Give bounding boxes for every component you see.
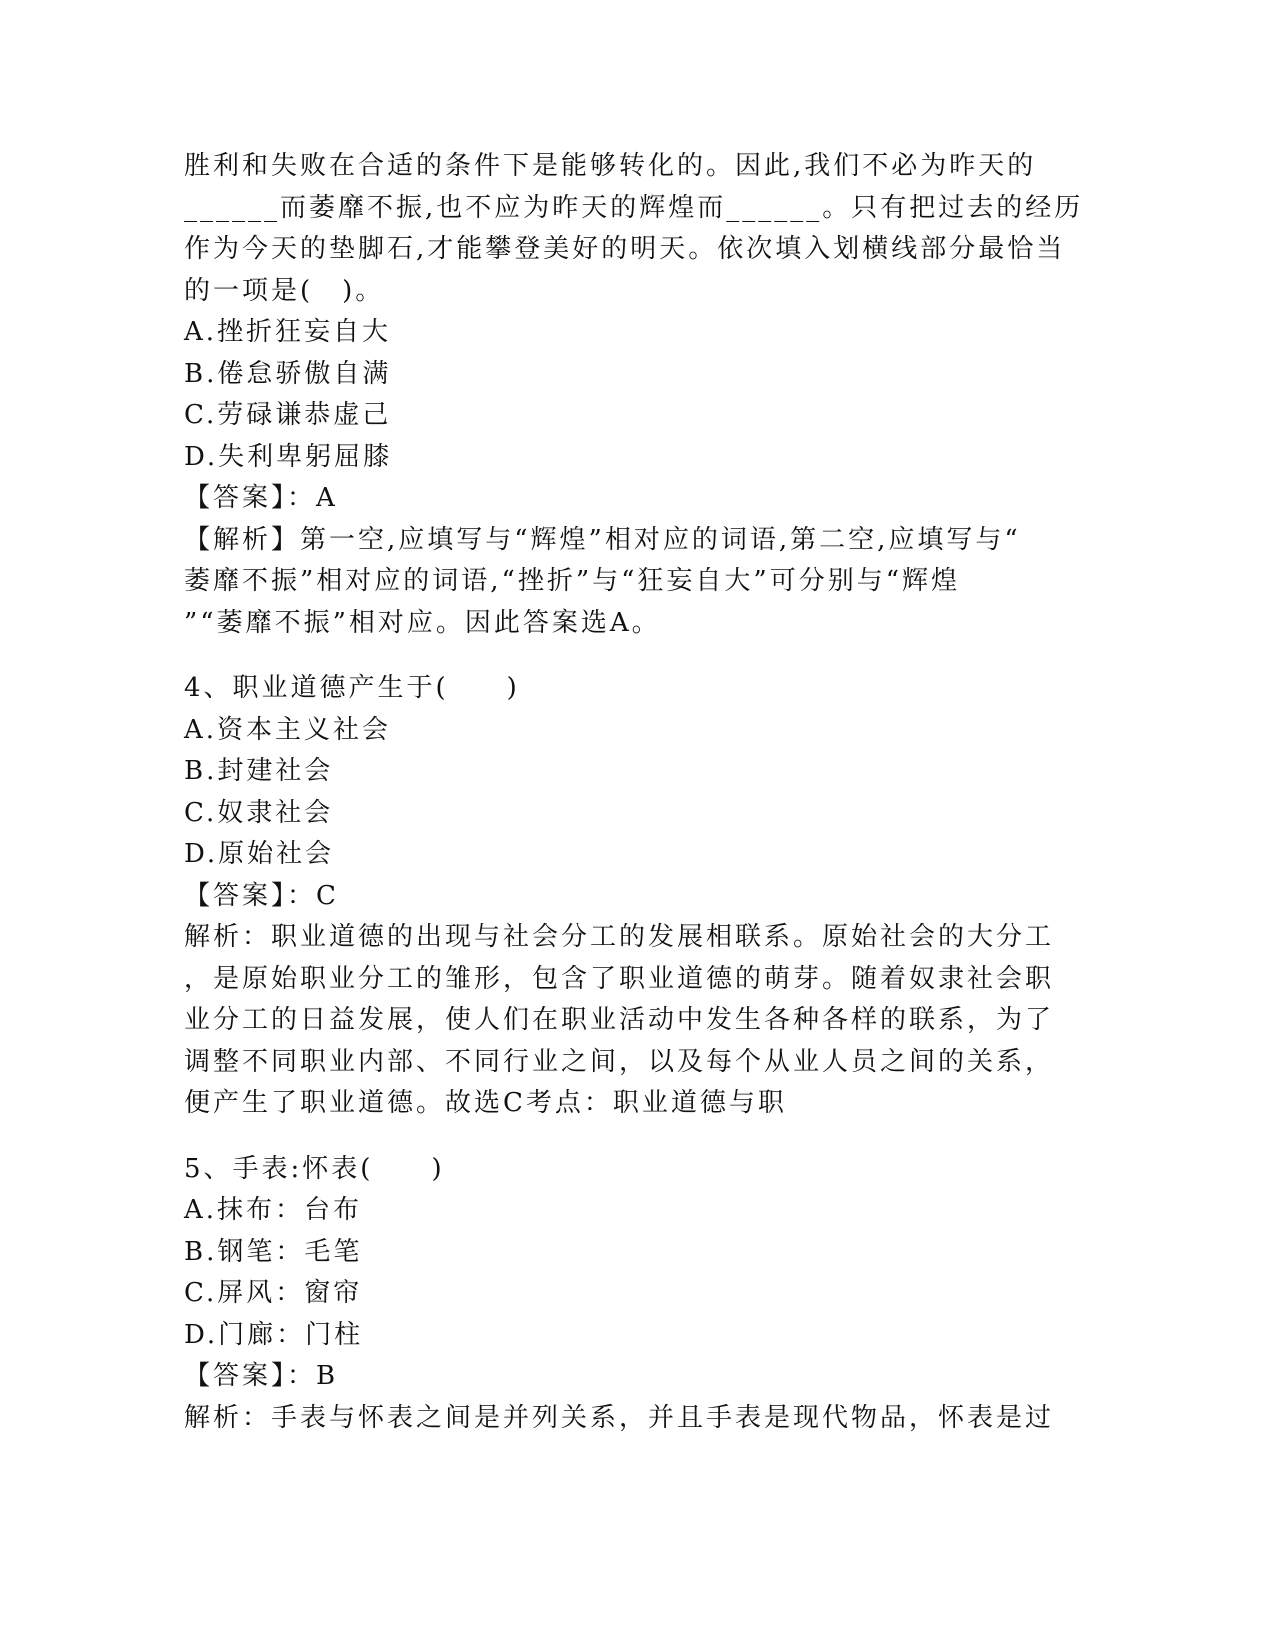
- question-4-option-b: B.封建社会: [184, 756, 334, 786]
- question-4-option-c: C.奴隶社会: [184, 797, 334, 828]
- question-5-analysis-line-1: 解析：手表与怀表之间是并列关系，并且手表是现代物品，怀表是过: [184, 1402, 1055, 1433]
- question-3-answer: 【答案】：A: [184, 483, 338, 513]
- question-4-option-a: A.资本主义社会: [184, 714, 392, 745]
- question-separator: [184, 1125, 1084, 1149]
- question-3-option-a: A.挫折狂妄自大: [184, 317, 392, 347]
- question-5-answer: 【答案】：B: [184, 1361, 339, 1391]
- question-3-analysis-line-1: 【解析】第一空,应填写与“辉煌”相对应的词语,第二空,应填写与“: [184, 524, 1021, 555]
- question-4-analysis-line-4: 调整不同职业内部、不同行业之间，以及每个从业人员之间的关系，: [184, 1046, 1055, 1077]
- question-5-block: [184, 1149, 1084, 1440]
- question-3-block: [184, 146, 1084, 644]
- question-4-block: [184, 668, 1084, 1125]
- question-separator: [184, 644, 1084, 668]
- question-5-stem: 5、手表:怀表( ): [184, 1153, 445, 1184]
- document-content: [184, 146, 1084, 1439]
- question-4-stem: 4、职业道德产生于( ): [184, 673, 520, 703]
- question-3-option-c: C.劳碌谦恭虚己: [184, 400, 392, 430]
- question-5-option-c: C.屏风：窗帘: [184, 1278, 363, 1308]
- question-3-stem-line-1: 胜利和失败在合适的条件下是能够转化的。因此,我们不必为昨天的: [184, 151, 1037, 181]
- question-5-option-a: A.抹布：台布: [184, 1195, 363, 1225]
- question-3-option-d: D.失利卑躬屈膝: [184, 441, 393, 472]
- question-4-option-d: D.原始社会: [184, 839, 335, 869]
- question-3-stem-line-3: 作为今天的垫脚石,才能攀登美好的明天。依次填入划横线部分最恰当: [184, 234, 1066, 264]
- question-3-analysis-line-2: 萎靡不振”相对应的词语,“挫折”与“狂妄自大”可分别与“辉煌: [184, 566, 961, 596]
- question-3-analysis-line-3: ”“萎靡不振”相对应。因此答案选A。: [184, 607, 661, 638]
- question-5-option-b: B.钢笔：毛笔: [184, 1236, 363, 1267]
- question-4-answer: 【答案】：C: [184, 880, 339, 911]
- question-4-analysis-line-3: 业分工的日益发展，使人们在职业活动中发生各种各样的联系，为了: [184, 1005, 1055, 1035]
- question-4-analysis-line-5: 便产生了职业道德。故选C考点：职业道德与职: [184, 1088, 787, 1118]
- question-5-option-d: D.门廊：门柱: [184, 1319, 364, 1350]
- question-4-analysis-line-2: ，是原始职业分工的雏形，包含了职业道德的萌芽。随着奴隶社会职: [184, 963, 1055, 994]
- question-3-stem-line-2: ______而萎靡不振,也不应为昨天的辉煌而______。只有把过去的经历: [184, 192, 1084, 223]
- question-3-option-b: B.倦怠骄傲自满: [184, 358, 392, 389]
- question-3-stem-line-4: 的一项是( )。: [184, 275, 385, 306]
- question-4-analysis-line-1: 解析：职业道德的出现与社会分工的发展相联系。原始社会的大分工: [184, 922, 1055, 952]
